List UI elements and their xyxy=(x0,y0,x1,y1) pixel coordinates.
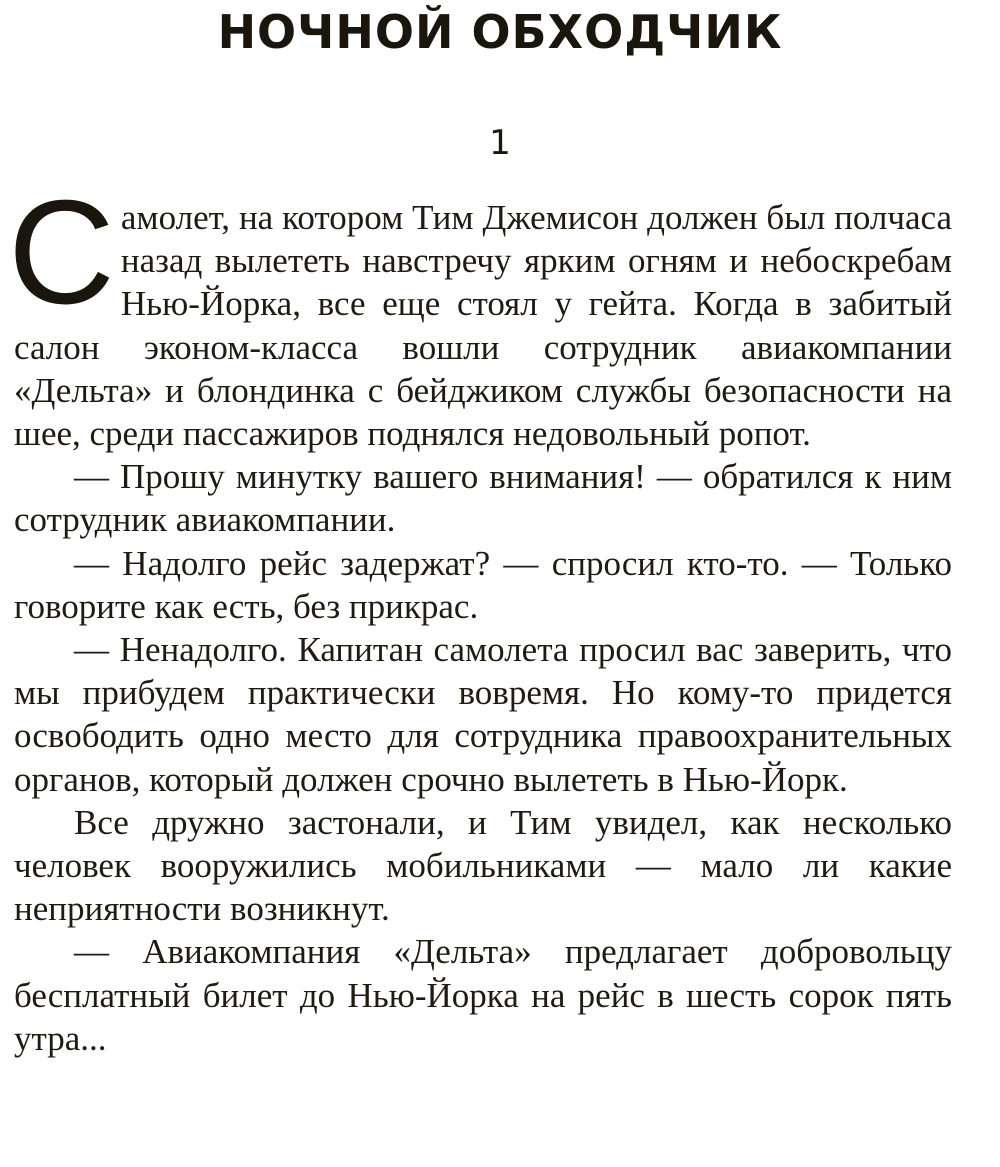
paragraph: — Ненадолго. Капитан самолета просил вас заверить, что мы прибудем практически вовремя. Но кому-то придется освободить одно место для сотрудника правоохранительных органов, который должен срочно вылететь в Нью-Йорк. xyxy=(14,630,952,799)
paragraph xyxy=(8,170,952,455)
paragraph: — Прошу минутку вашего внимания! — обратился к ним сотрудник авиакомпании. xyxy=(14,457,952,540)
book-title: НОЧНОЙ ОБХОДЧИК xyxy=(217,5,783,59)
paragraph-text: амолет, на котором Тим Джемисон должен был полчаса назад вылететь навстречу ярким огням и небоскребам Нью-Йорка, все еще стоял у гейта. Когда в забитый салон эконом-класса вошли сотрудник авиакомпании «Дельта» и блондинка с бейджиком службы безопасности на шее, среди пассажиров поднялся недовольный ропот. xyxy=(14,198,952,454)
drop-cap: С xyxy=(8,170,115,335)
paragraph: — Надолго рейс задержат? — спросил кто-то. — Только говорите как есть, без прикрас. xyxy=(14,543,952,626)
body-text xyxy=(8,170,952,1060)
paragraph: Все дружно застонали, и Тим увидел, как несколько человек вооружились мобильниками — мало ли какие неприятности возникнут. xyxy=(14,802,952,929)
chapter-number: 1 xyxy=(489,123,511,163)
paragraph: — Авиакомпания «Дельта» предлагает добровольцу бесплатный билет до Нью-Йорка на рейс в шесть сорок пять утра... xyxy=(14,932,952,1058)
